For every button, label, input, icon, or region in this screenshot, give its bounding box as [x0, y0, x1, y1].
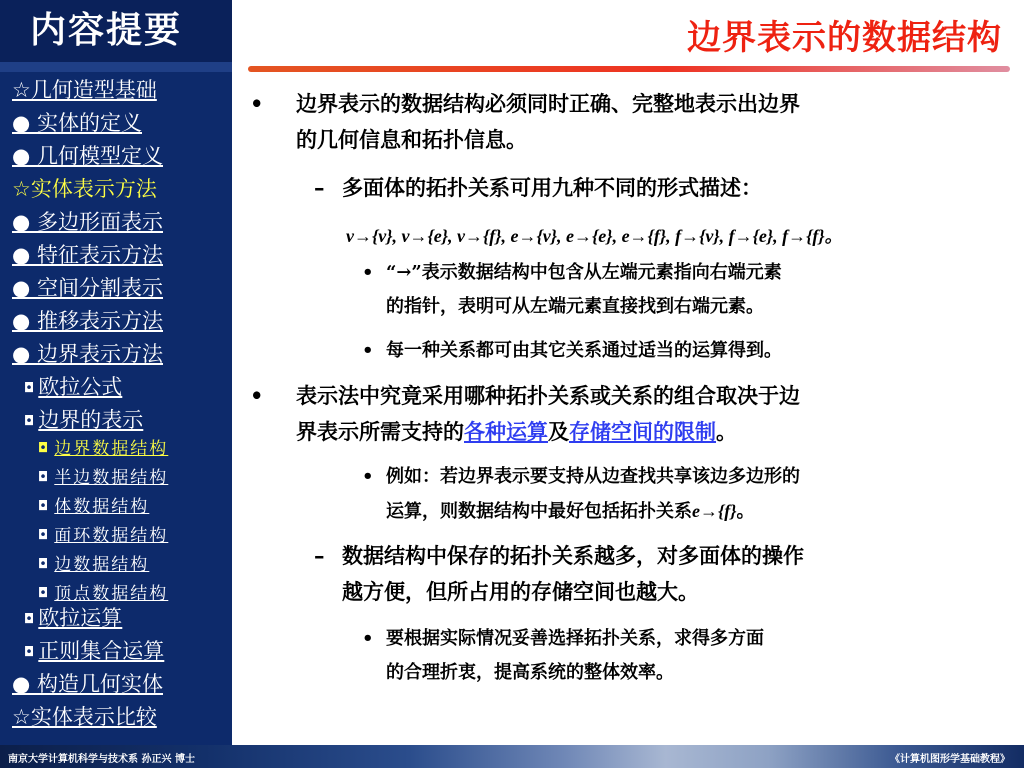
footer-author: 南京大学计算机科学与技术系 孙正兴 博士 — [8, 754, 195, 765]
nav-item-label: ● 实体的定义 — [12, 111, 142, 135]
bullet-text-line: 每一种关系都可由其它关系通过适当的运算得到。 — [386, 340, 782, 361]
nav-item-label: ● 几何模型定义 — [12, 144, 163, 168]
nav-item-label: ● 构造几何实体 — [12, 672, 163, 696]
topology-relations-formula: v→{v}, v→{e}, v→{f}, e→{v}, e→{e}, e→{f}, f→{v}, f→{e}, f→{f}。 — [346, 226, 843, 246]
nav-item-label: 正则集合运算 — [38, 639, 165, 663]
nav-item-euler-formula[interactable] — [24, 371, 122, 401]
nav-item-label: ● 特征表示方法 — [12, 243, 163, 267]
nav-item-sweep-representation[interactable] — [12, 305, 163, 335]
square-bullet-icon: ◘ — [24, 381, 35, 396]
detail-bullet-1 — [362, 256, 782, 324]
nav-item-label: 欧拉运算 — [38, 606, 123, 630]
nav-item-label: ● 空间分割表示 — [12, 276, 163, 300]
nav-item-half-edge-data-structure[interactable] — [38, 463, 168, 488]
nav-item-face-loop-data-structure[interactable] — [38, 521, 168, 546]
square-bullet-icon: ◘ — [24, 414, 35, 429]
detail-bullet-3 — [362, 460, 800, 529]
nav-item-label: ● 多边形面表示 — [12, 210, 163, 234]
nav-item-boundary-data-structure[interactable] — [38, 434, 168, 459]
text-segment: 界表示所需支持的 — [296, 419, 464, 444]
bullet-marker: • — [250, 383, 264, 408]
bullet-marker: • — [362, 262, 374, 283]
sidebar-title-divider — [0, 62, 232, 72]
bullet-marker: • — [362, 466, 374, 487]
bullet-text-line — [296, 414, 800, 450]
bullet-marker: • — [362, 628, 374, 649]
dash-marker: – — [314, 175, 325, 200]
nav-item-label: 面环数据结构 — [54, 526, 169, 546]
square-bullet-icon: ◘ — [24, 612, 35, 627]
nav-item-geometric-model-definition[interactable] — [12, 140, 163, 170]
text-segment: 。 — [716, 419, 737, 444]
bullet-text-line — [386, 494, 800, 529]
detail-bullet-2 — [362, 334, 782, 368]
bullet-text-line: 边界表示的数据结构必须同时正确、完整地表示出边界 — [296, 91, 800, 116]
square-bullet-icon: ◘ — [38, 528, 51, 543]
highlight-link-operations[interactable]: 各种运算 — [464, 419, 548, 444]
bullet-text-line: 的合理折衷，提高系统的整体效率。 — [386, 662, 674, 683]
footer-book-title: 《计算机图形学基础教程》 — [890, 754, 1010, 765]
bullet-text-line: 例如：若边界表示要支持从边查找共享该边多边形的 — [386, 466, 800, 487]
nav-item-label: ☆实体表示方法 — [12, 177, 157, 201]
nav-item-regularized-set-operations[interactable] — [24, 635, 164, 665]
square-bullet-icon: ◘ — [38, 586, 51, 601]
sidebar — [0, 0, 232, 745]
nav-item-label: 半边数据结构 — [54, 468, 169, 488]
square-bullet-icon: ◘ — [38, 470, 51, 485]
nav-item-solid-representation-methods[interactable] — [12, 173, 157, 203]
nav-item-label: 边界数据结构 — [54, 439, 169, 459]
nav-item-edge-data-structure[interactable] — [38, 550, 149, 575]
bullet-marker: • — [250, 91, 264, 116]
nav-item-label: ● 边界表示方法 — [12, 342, 163, 366]
nav-item-label: ☆实体表示比较 — [12, 705, 157, 729]
nav-item-solid-definition[interactable] — [12, 107, 142, 137]
detail-bullet-4 — [362, 622, 764, 690]
square-bullet-icon: ◘ — [38, 499, 51, 514]
sidebar-title: 内容提要 — [0, 0, 232, 62]
text-segment: 运算，则数据结构中最好包括拓扑关系 — [386, 501, 692, 522]
nav-item-body-data-structure[interactable] — [38, 492, 149, 517]
nav-item-boundary-representation-sub[interactable] — [24, 404, 143, 434]
nav-item-boundary-representation[interactable] — [12, 338, 163, 368]
nav-item-solid-representation-comparison[interactable] — [12, 701, 157, 731]
dash-marker: – — [314, 543, 325, 568]
square-bullet-icon: ◘ — [24, 645, 35, 660]
sub-bullet-point-1 — [314, 170, 762, 206]
bullet-text-line: “→”表示数据结构中包含从左端元素指向右端元素 — [386, 262, 782, 283]
nav-item-euler-operations[interactable] — [24, 602, 122, 632]
inline-formula: e→{f} — [692, 501, 737, 521]
nav-item-geometric-modeling-basics[interactable] — [12, 74, 157, 104]
bullet-text-line: 的几何信息和拓扑信息。 — [296, 127, 527, 152]
nav-item-label: 体数据结构 — [54, 497, 150, 517]
bullet-point-1 — [250, 86, 800, 158]
nav-item-label: 边数据结构 — [54, 555, 150, 575]
text-segment: 及 — [548, 419, 569, 444]
nav-item-label: 顶点数据结构 — [54, 584, 169, 604]
nav-item-label: 欧拉公式 — [38, 375, 123, 399]
nav-item-constructive-solid-geometry[interactable] — [12, 668, 163, 698]
nav-item-vertex-data-structure[interactable] — [38, 579, 168, 604]
bullet-text-line: 越方便，但所占用的存储空间也越大。 — [342, 579, 699, 604]
nav-item-polygon-face-representation[interactable] — [12, 206, 163, 236]
bullet-point-2 — [250, 378, 800, 450]
bullet-text-line: 数据结构中保存的拓扑关系越多，对多面体的操作 — [342, 543, 804, 568]
highlight-link-storage-limit[interactable]: 存储空间的限制 — [569, 419, 716, 444]
bullet-text-line: 多面体的拓扑关系可用九种不同的形式描述： — [342, 175, 762, 200]
nav-item-label: 边界的表示 — [38, 408, 144, 432]
bullet-text-line: 要根据实际情况妥善选择拓扑关系，求得多方面 — [386, 628, 764, 649]
square-bullet-icon: ◘ — [38, 441, 51, 456]
footer-bar — [0, 745, 1024, 768]
bullet-text-line: 表示法中究竟采用哪种拓扑关系或关系的组合取决于边 — [296, 383, 800, 408]
page-title: 边界表示的数据结构 — [687, 18, 1002, 58]
sub-bullet-point-2 — [314, 538, 804, 610]
square-bullet-icon: ◘ — [38, 557, 51, 572]
nav-item-label: ● 推移表示方法 — [12, 309, 163, 333]
text-segment: 。 — [736, 501, 755, 522]
nav-item-spatial-partition-representation[interactable] — [12, 272, 163, 302]
nav-item-label: ☆几何造型基础 — [12, 78, 157, 102]
title-underline — [248, 66, 1010, 72]
bullet-text-line: 的指针，表明可从左端元素直接找到右端元素。 — [386, 296, 764, 317]
bullet-marker: • — [362, 340, 374, 361]
nav-item-feature-representation[interactable] — [12, 239, 163, 269]
